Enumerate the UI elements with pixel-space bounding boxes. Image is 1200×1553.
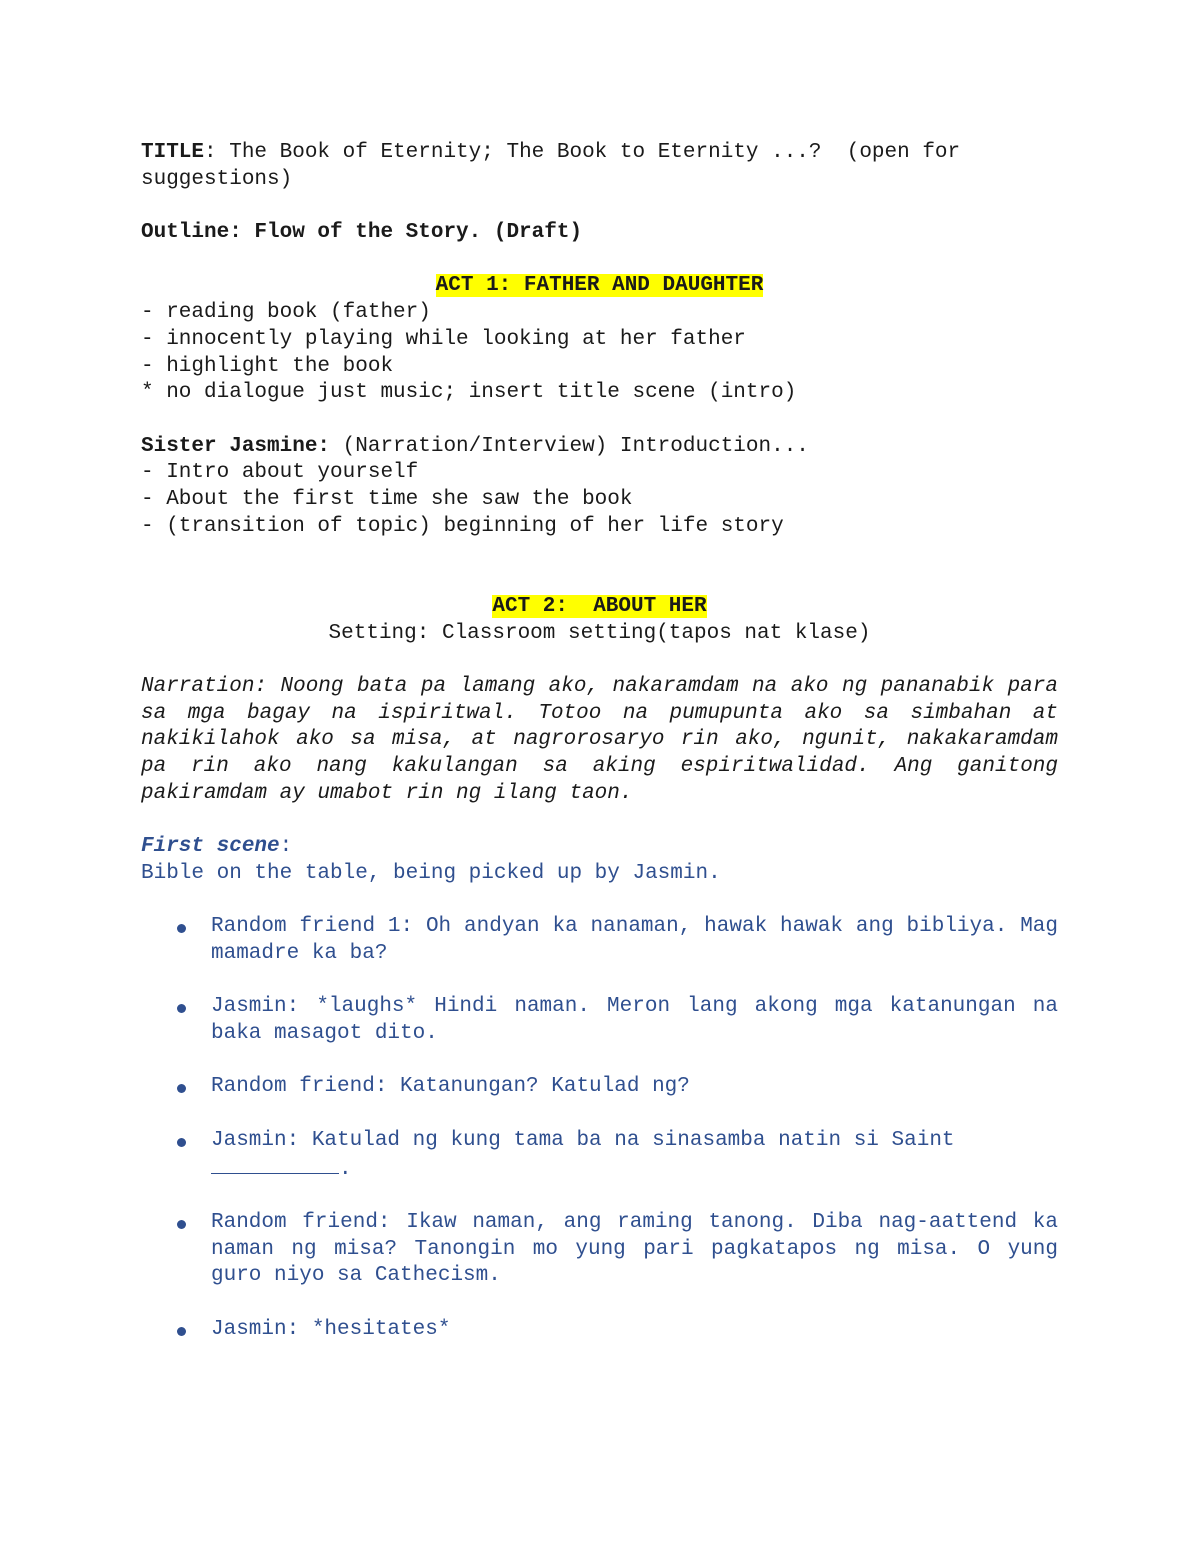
sister-label: Sister Jasmine:	[141, 434, 331, 458]
dialogue-text: Random friend: Ikaw naman, ang raming tanong. Diba nag-aattend ka naman ng misa? Tanongin mo yung pari pagkatapos ng misa. O yung guro niyo sa Cathecism.	[211, 1210, 1058, 1288]
dialogue-text: Random friend 1: Oh andyan ka nanaman, hawak hawak ang bibliya. Mag mamadre ka ba?	[211, 915, 1058, 965]
first-scene-colon: :	[279, 835, 293, 859]
first-scene-label: First scene	[141, 835, 280, 859]
list-item	[141, 914, 1058, 967]
act1-line: * no dialogue just music; insert title scene (intro)	[141, 381, 797, 405]
act1-heading-line	[141, 273, 1058, 300]
act1-line: - reading book (father)	[141, 301, 431, 325]
bullet-icon	[177, 1004, 186, 1013]
dialogue-text: Random friend: Katanungan? Katulad ng?	[211, 1075, 690, 1099]
act2-setting: Setting: Classroom setting(tapos nat klase)	[328, 621, 871, 645]
outline-heading: Outline: Flow of the Story. (Draft)	[141, 221, 583, 245]
bullet-icon	[177, 924, 186, 933]
bullet-icon	[177, 1138, 186, 1147]
title-label: TITLE	[141, 141, 205, 164]
dialogue-text: Jasmin: *laughs* Hindi naman. Meron lang akong mga katanungan na baka masagot dito.	[211, 995, 1058, 1046]
sister-heading	[141, 434, 1058, 461]
act2-heading: ACT 2: ABOUT HER	[492, 594, 707, 618]
list-item	[141, 1128, 1058, 1183]
list-item	[141, 1317, 1058, 1344]
act2-heading-line	[141, 594, 1058, 621]
act2-narration: Narration: Noong bata pa lamang ako, nakaramdam na ako ng pananabik para sa mga bagay na ispiritwal. Totoo na pumupunta ako sa simbahan at nakikilahok ako sa misa, at nagrorosaryo rin ako, ngunit, nakakaramdam pa rin ako nang kakulangan sa aking espiritwalidad. Ang ganitong pakiramdam ay umabot rin ng ilang taon.	[141, 674, 1058, 805]
sister-rest: (Narration/Interview) Introduction...	[330, 434, 809, 458]
dialogue-text: Jasmin: *hesitates*	[211, 1317, 451, 1341]
sister-line: - About the first time she saw the book	[141, 488, 633, 512]
sister-line: - Intro about yourself	[141, 461, 419, 485]
document-page	[141, 140, 1058, 1370]
sister-line: - (transition of topic) beginning of her life story	[141, 514, 784, 538]
act1-line: - highlight the book	[141, 354, 394, 378]
blank-suffix: .	[339, 1157, 352, 1181]
bullet-icon	[177, 1327, 186, 1336]
dialogue-text: Jasmin: Katulad ng kung tama ba na sinasamba natin si Saint	[211, 1128, 955, 1152]
title-text: : The Book of Eternity; The Book to Eternity ...? (open for suggestions)	[141, 141, 973, 191]
bullet-icon	[177, 1084, 186, 1093]
list-item	[141, 1074, 1058, 1101]
list-item	[141, 994, 1058, 1047]
fill-in-blank	[211, 1155, 339, 1174]
act1-heading: ACT 1: FATHER AND DAUGHTER	[435, 274, 764, 298]
first-scene-heading	[141, 834, 1058, 861]
list-item	[141, 1210, 1058, 1290]
title-line	[141, 140, 1058, 193]
dialogue-list	[141, 914, 1058, 1343]
first-scene-description: Bible on the table, being picked up by Jasmin.	[141, 861, 721, 885]
act1-line: - innocently playing while looking at her father	[141, 327, 746, 351]
bullet-icon	[177, 1220, 186, 1229]
